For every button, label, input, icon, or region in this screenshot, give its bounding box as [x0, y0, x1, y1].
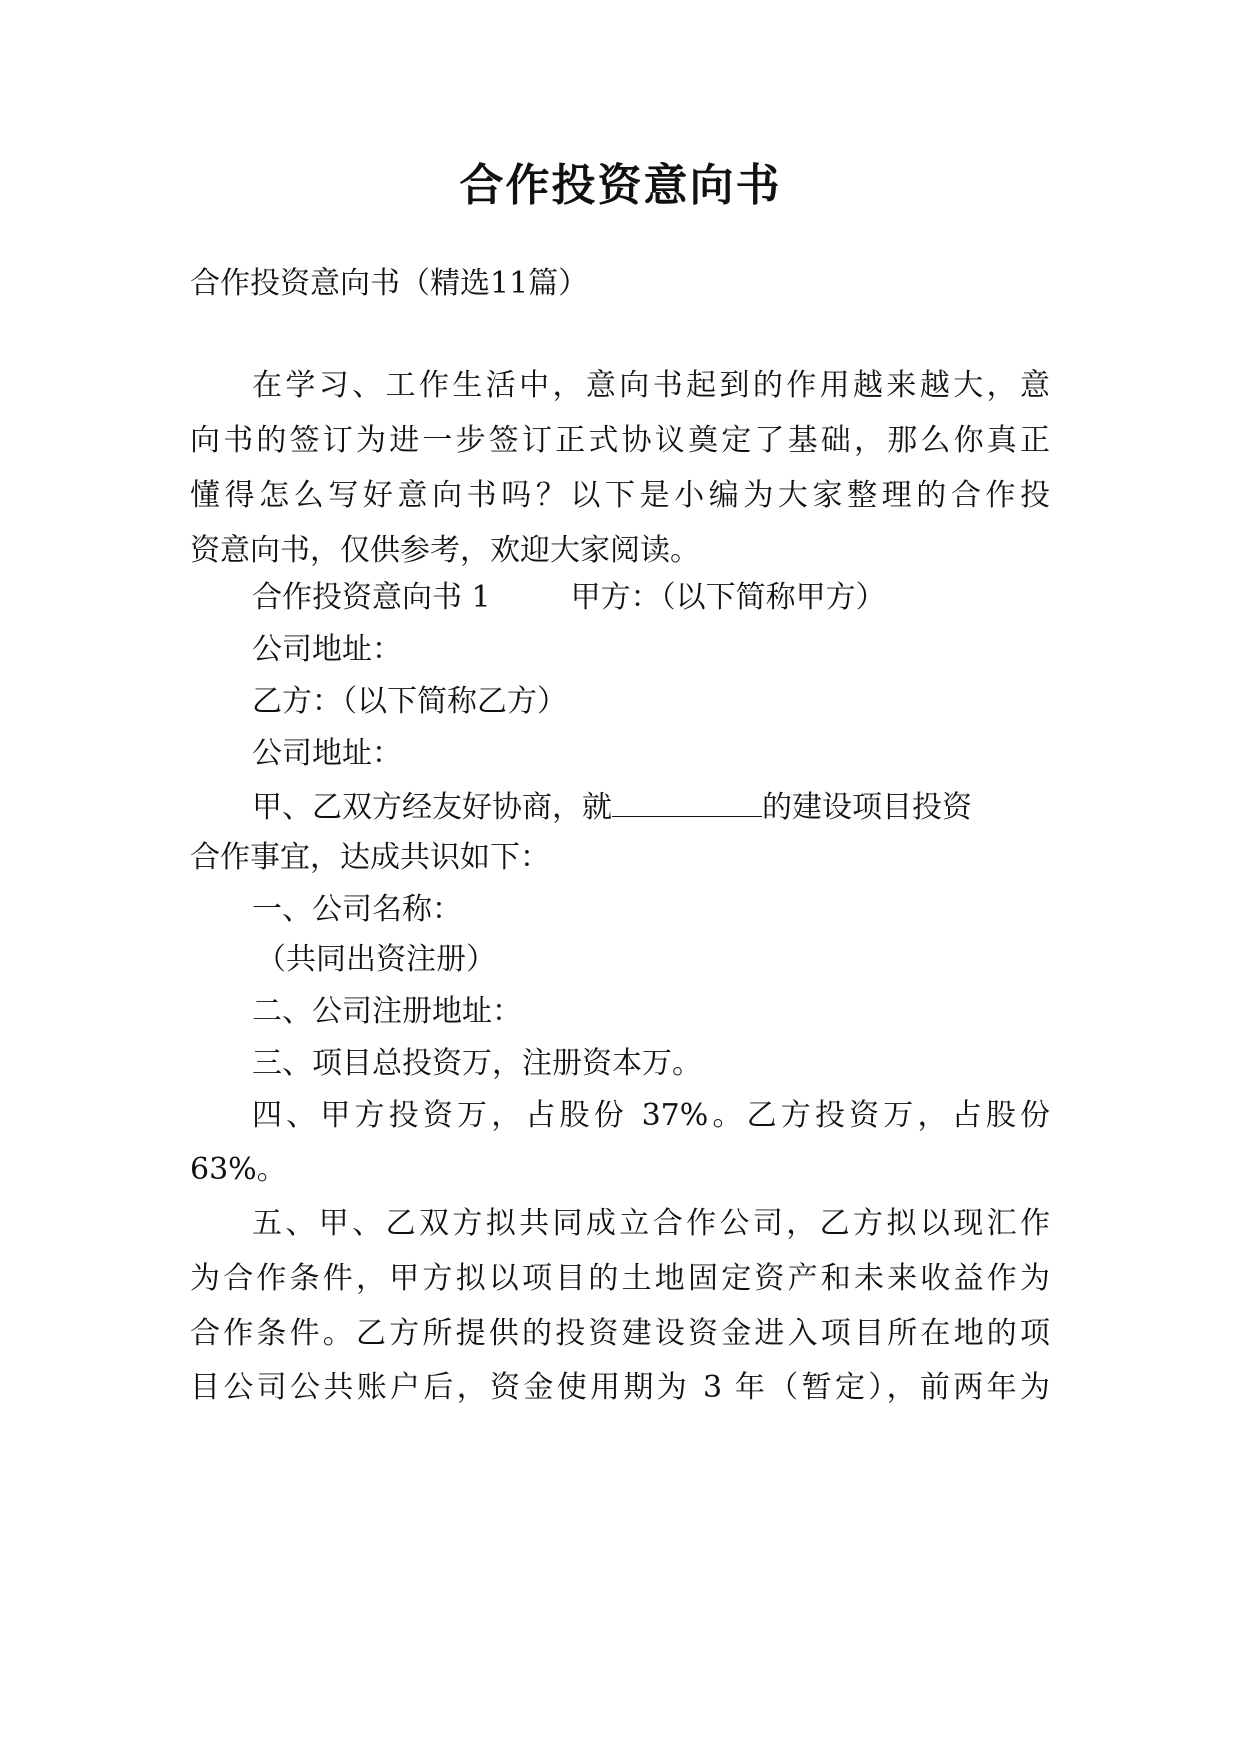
negotiation-line-1	[252, 786, 1050, 828]
intro-line-4: 资意向书，仅供参考，欢迎大家阅读。	[190, 533, 700, 568]
item-5-line-2: 为合作条件，甲方拟以项目的土地固定资产和未来收益作为	[190, 1261, 1050, 1296]
item-4-line-1: 四、甲方投资万，占股份 37%。乙方投资万，占股份	[252, 1098, 1050, 1133]
section-heading-row	[252, 578, 1050, 618]
item-5-line-1: 五、甲、乙双方拟共同成立合作公司，乙方拟以现汇作	[252, 1206, 1050, 1241]
party-b-label: 乙方：（以下简称乙方）	[252, 684, 567, 719]
item-1-note: （共同出资注册）	[256, 942, 496, 977]
item-3: 三、项目总投资万，注册资本万。	[252, 1046, 702, 1081]
negotiation-suffix: 的建设项目投资	[762, 790, 972, 825]
intro-line-3: 懂得怎么写好意向书吗？以下是小编为大家整理的合作投	[190, 478, 1050, 513]
intro-line-2: 向书的签订为进一步签订正式协议奠定了基础，那么你真正	[190, 423, 1050, 458]
negotiation-line-2: 合作事宜，达成共识如下：	[190, 840, 550, 875]
fill-in-blank	[612, 786, 762, 817]
section-heading: 合作投资意向书 1	[252, 580, 491, 615]
item-5-line-4: 目公司公共账户后，资金使用期为 3 年（暂定），前两年为	[190, 1370, 1050, 1405]
party-a-label: 甲方：（以下简称甲方）	[570, 580, 886, 615]
intro-line-1: 在学习、工作生活中，意向书起到的作用越来越大，意	[252, 368, 1050, 403]
item-5-line-3: 合作条件。乙方所提供的投资建设资金进入项目所在地的项	[190, 1316, 1050, 1351]
item-1: 一、公司名称：	[252, 892, 462, 927]
item-2: 二、公司注册地址：	[252, 994, 522, 1029]
document-subtitle: 合作投资意向书（精选11篇）	[190, 266, 589, 301]
party-b-address: 公司地址：	[252, 736, 402, 771]
negotiation-prefix: 甲、乙双方经友好协商，就	[252, 790, 612, 825]
item-4-line-2: 63%。	[190, 1152, 287, 1187]
document-title: 合作投资意向书	[459, 160, 782, 211]
party-a-address: 公司地址：	[252, 632, 402, 667]
